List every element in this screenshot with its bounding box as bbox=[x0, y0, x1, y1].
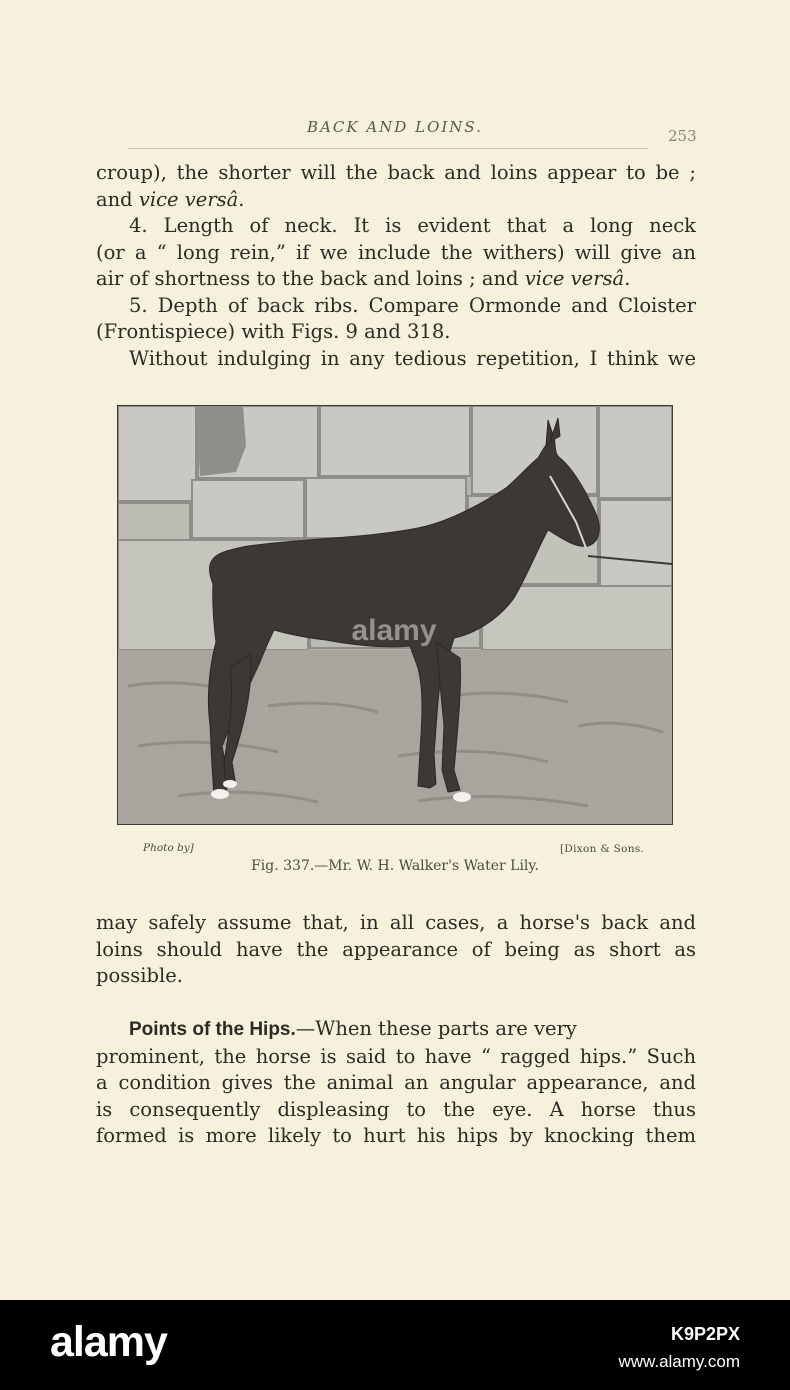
text-line: air of shortness to the back and loins ; and vice versâ. bbox=[96, 267, 631, 290]
text-line: formed is more likely to hurt his hips by knocking them bbox=[96, 1124, 696, 1147]
body-text-top bbox=[96, 160, 696, 372]
text-line: loins should have the appearance of being as short as bbox=[96, 937, 696, 961]
text-line: 5. Depth of back ribs. Compare Ormonde and Cloister bbox=[129, 293, 696, 317]
footer-url: www.alamy.com bbox=[618, 1352, 740, 1371]
text-line: and vice versâ. bbox=[96, 187, 245, 211]
section-points-of-hips bbox=[96, 1016, 696, 1150]
horse-photograph bbox=[117, 405, 673, 825]
figure-caption: Fig. 337.—Mr. W. H. Walker's Water Lily. bbox=[251, 858, 539, 874]
text-line: Without indulging in any tedious repetition, I think we bbox=[129, 346, 696, 370]
text-line: (or a “ long rein,” if we include the withers) will give an bbox=[96, 240, 696, 264]
text-line: 4. Length of neck. It is evident that a long neck bbox=[129, 214, 696, 237]
image-id-block bbox=[618, 1320, 740, 1376]
alamy-logo: alamy bbox=[50, 1318, 167, 1366]
running-header: BACK AND LOINS. bbox=[307, 118, 483, 136]
photo-credit-right: [Dixon & Sons. bbox=[560, 843, 645, 855]
watermark-text: alamy bbox=[351, 614, 437, 647]
photo-credit-left: Photo by] bbox=[143, 842, 194, 854]
section-first-line: Points of the Hips.—When these parts are very bbox=[129, 1017, 577, 1040]
body-text-bottom bbox=[96, 910, 696, 990]
text-line: possible. bbox=[96, 964, 183, 987]
text-line: croup), the shorter will the back and loins appear to be ; bbox=[96, 161, 696, 184]
image-id: K9P2PX bbox=[670, 1324, 740, 1344]
text-line: prominent, the horse is said to have “ ragged hips.” Such bbox=[96, 1044, 696, 1068]
page-number: 253 bbox=[668, 127, 697, 145]
text-line: is consequently displeasing to the eye. A horse thus bbox=[96, 1097, 696, 1121]
header-rule bbox=[128, 148, 648, 149]
text-line: (Frontispiece) with Figs. 9 and 318. bbox=[96, 320, 451, 343]
text-line: may safely assume that, in all cases, a horse's back and bbox=[96, 911, 696, 934]
section-heading: Points of the Hips. bbox=[129, 1019, 296, 1040]
text-line: a condition gives the animal an angular appearance, and bbox=[96, 1071, 696, 1094]
